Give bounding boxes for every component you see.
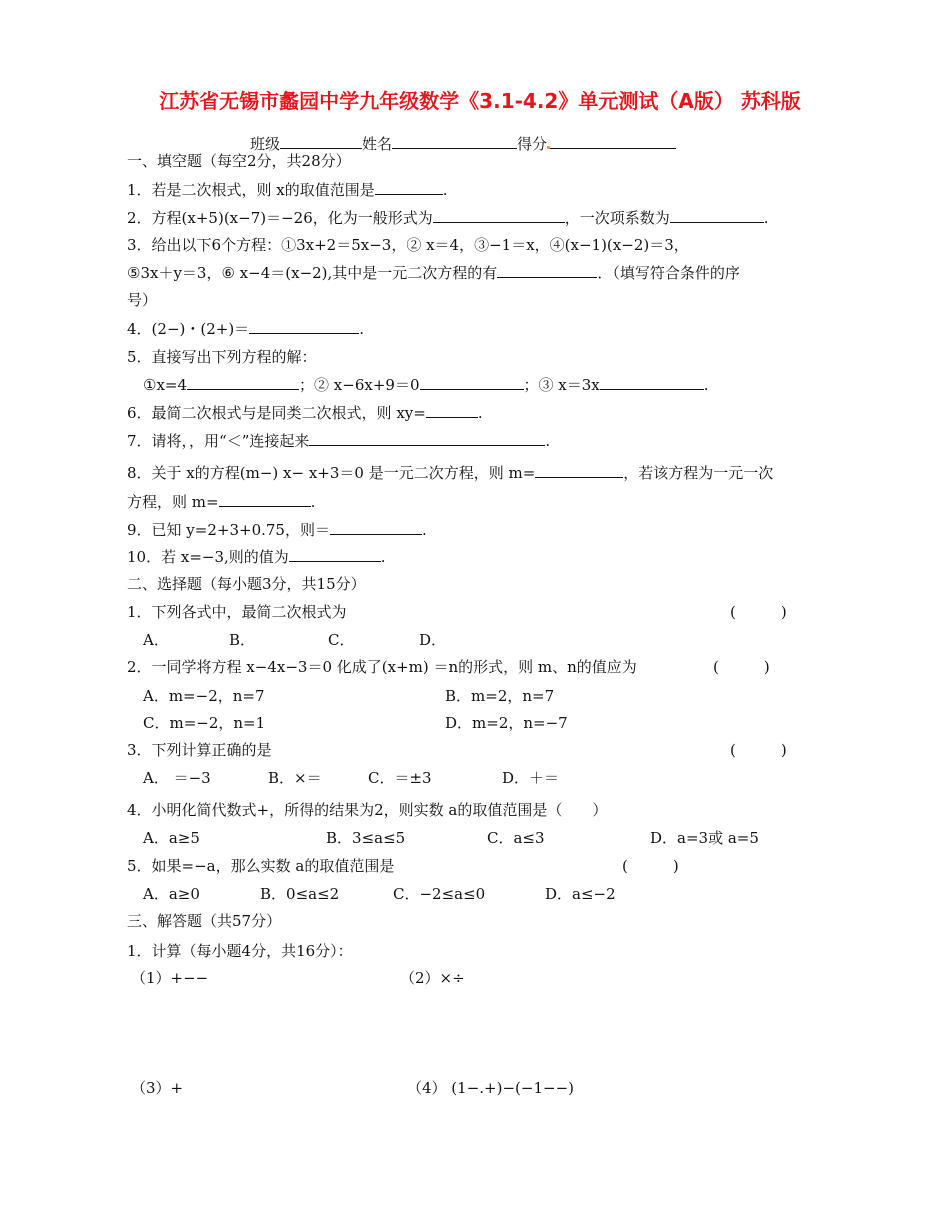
choice-q5-opt-a[interactable]: A．a≥0	[143, 885, 200, 903]
choice-q4-opt-d[interactable]: D．a=3或 a=5	[650, 829, 759, 847]
fill-q8-blank2[interactable]	[219, 492, 311, 507]
fill-q4: 4．(2−)・(2+)＝ .	[127, 320, 364, 338]
choice-q5-answer-paren[interactable]: ( )	[622, 857, 679, 875]
choice-q3-answer-paren[interactable]: ( )	[730, 741, 787, 759]
fill-q5-blank1[interactable]	[187, 375, 299, 390]
name-label: 姓名	[362, 135, 393, 153]
choice-q5: 5．如果=−a，那么实数 a的取值范围是	[127, 857, 395, 875]
choice-q1-opt-b[interactable]: B．	[229, 631, 256, 649]
fill-q4-blank[interactable]	[249, 319, 359, 334]
choice-q3-opt-c[interactable]: C．＝±3	[368, 769, 432, 787]
section2-heading: 二、选择题（每小题3分，共15分）	[127, 575, 366, 593]
fill-q1-blank[interactable]	[375, 180, 443, 195]
name-blank[interactable]	[392, 134, 517, 149]
choice-q3-opt-d[interactable]: D．＋＝	[502, 769, 560, 787]
class-label: 班级	[250, 135, 281, 153]
exam-title: 江苏省无锡市蠡园中学九年级数学《3.1-4.2》单元测试（A版） 苏科版	[159, 89, 801, 113]
choice-q2-opt-b[interactable]: B．m=2，n=7	[445, 687, 555, 705]
solve-q1-part1: （1）+−−	[131, 969, 209, 987]
fill-q10-blank[interactable]	[289, 547, 381, 562]
fill-q7-blank[interactable]	[309, 431, 545, 446]
fill-q8-line2: 方程，则 m= .	[127, 493, 316, 511]
choice-q2-opt-d[interactable]: D．m=2，n=−7	[445, 714, 568, 732]
fill-q3-line1: 3．给出以下6个方程：①3x+2＝5x−3，② x＝4，③−1＝x，④(x−1)(x−2)＝3，	[127, 236, 689, 254]
section1-heading: 一、填空题（每空2分，共28分）	[127, 152, 351, 170]
choice-q1-opt-a[interactable]: A．	[143, 631, 169, 649]
solve-q1-part3: （3）+	[131, 1079, 184, 1097]
solve-q1: 1．计算（每小题4分，共16分）：	[127, 942, 353, 960]
choice-q5-opt-c[interactable]: C．−2≤a≤0	[393, 885, 486, 903]
fill-q2: 2．方程(x+5)(x−7)＝−26，化为一般形式为 ，一次项系数为 .	[127, 209, 769, 227]
solve-q1-part4: （4） (1−.+)−(−1−−)	[407, 1079, 574, 1097]
fill-q6: 6．最简二次根式与是同类二次根式，则 xy= .	[127, 404, 483, 422]
choice-q1-opt-d[interactable]: D．	[419, 631, 447, 649]
fill-q5-parts: ①x=4 ；② x−6x+9＝0 ；③ x＝3x .	[143, 376, 709, 394]
choice-q1-opt-c[interactable]: C．	[328, 631, 355, 649]
choice-q4-opt-c[interactable]: C．a≤3	[487, 829, 545, 847]
choice-q2-opt-c[interactable]: C．m=−2，n=1	[143, 714, 266, 732]
choice-q3-opt-a[interactable]: A． ＝−3	[143, 769, 211, 787]
score-label: 得分	[517, 135, 548, 153]
fill-q3-blank[interactable]	[497, 263, 597, 278]
choice-q4-opt-b[interactable]: B．3≤a≤5	[326, 829, 406, 847]
fill-q2-blank1[interactable]	[433, 208, 565, 223]
fill-q1: 1．若是二次根式，则 x的取值范围是 .	[127, 181, 448, 199]
solve-q1-part2: （2）×÷	[400, 969, 465, 987]
section3-heading: 三、解答题（共57分）	[127, 912, 282, 930]
fill-q3-line3: 号）	[127, 291, 158, 309]
fill-q8-blank1[interactable]	[535, 463, 623, 478]
choice-q3-opt-b[interactable]: B．×＝	[268, 769, 322, 787]
choice-q1-answer-paren[interactable]: ( )	[730, 603, 787, 621]
choice-q2-answer-paren[interactable]: ( )	[713, 658, 770, 676]
choice-q2-opt-a[interactable]: A．m=−2，n=7	[143, 687, 265, 705]
fill-q9: 9．已知 y=2+3+0.75，则＝ .	[127, 521, 427, 539]
choice-q5-opt-d[interactable]: D．a≤−2	[545, 885, 616, 903]
choice-q4: 4．小明化简代数式+，所得的结果为2，则实数 a的取值范围是（ ）	[127, 801, 608, 819]
fill-q6-blank[interactable]	[426, 403, 478, 418]
choice-q1: 1．下列各式中，最简二次根式为	[127, 603, 347, 621]
choice-q4-opt-a[interactable]: A．a≥5	[143, 829, 200, 847]
fill-q2-blank2[interactable]	[670, 208, 764, 223]
choice-q2: 2．一同学将方程 x−4x−3＝0 化成了(x+m) ＝n的形式，则 m、n的值应为	[127, 658, 637, 676]
fill-q10: 10．若 x=−3,则的值为 .	[127, 548, 386, 566]
choice-q5-opt-b[interactable]: B．0≤a≤2	[260, 885, 340, 903]
fill-q5-blank2[interactable]	[420, 375, 524, 390]
score-blank[interactable]	[550, 134, 676, 149]
fill-q8-line1: 8．关于 x的方程(m−) x− x+3＝0 是一元二次方程，则 m= ，若该方程为一元一次	[127, 464, 774, 482]
fill-q9-blank[interactable]	[330, 520, 422, 535]
choice-q3: 3．下列计算正确的是	[127, 741, 272, 759]
class-blank[interactable]	[280, 134, 362, 149]
fill-q5: 5．直接写出下列方程的解：	[127, 348, 317, 366]
fill-q5-blank3[interactable]	[600, 375, 704, 390]
fill-q7: 7．请将，，用“＜”连接起来 .	[127, 432, 551, 450]
fill-q3-line2: ⑤3x＋y＝3，⑥ x−4＝(x−2),其中是一元二次方程的有 ．（填写符合条件的序	[127, 264, 740, 282]
